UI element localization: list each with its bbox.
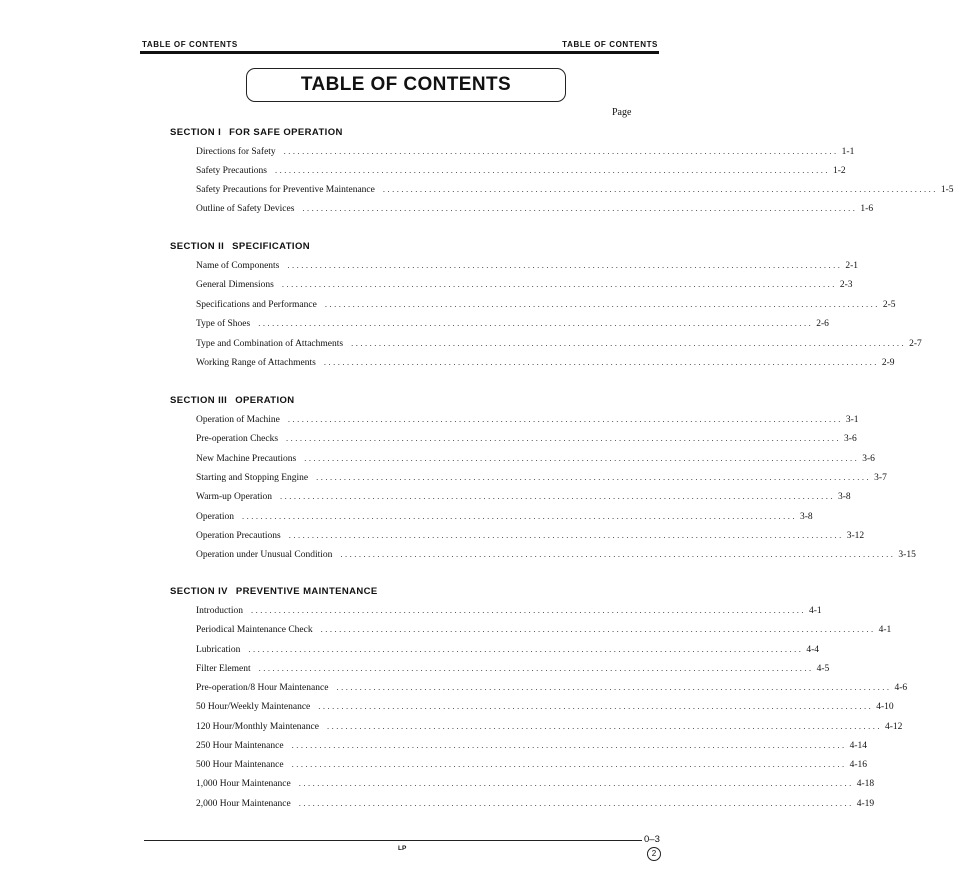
toc-entry-page: 4-4 [806,644,819,655]
toc-entry-page: 4-16 [849,760,868,770]
dot-leader: ........................................................................................................................ [304,452,860,463]
section-title: OPERATION [235,395,295,406]
toc-entry-page: 3-8 [838,492,851,503]
toc-entry-label: Lubrication [196,644,241,655]
toc-entry-label: General Dimensions [196,280,274,291]
toc-entry-label: Outline of Safety Devices [196,204,295,214]
dot-leader: ........................................................................................................................ [291,739,847,750]
section-numeral: SECTION III [170,395,228,406]
toc-entry-label: Pre-operation Checks [196,434,279,445]
dot-leader: ........................................................................................................................ [242,510,797,521]
section-heading [170,241,310,252]
toc-entry[interactable] [196,797,875,809]
dot-leader: ........................................................................................................................ [336,682,892,692]
toc-entry-page: 4-1 [878,625,892,636]
dot-leader: ........................................................................................................................ [340,549,896,560]
toc-entry[interactable] [196,203,874,214]
toc-entry-page: 4-14 [849,740,868,751]
toc-entry[interactable] [196,759,868,770]
toc-entry-label: Operation [196,511,234,522]
dot-leader: ........................................................................................................................ [286,433,842,444]
dot-leader: ........................................................................................................................ [298,778,854,789]
toc-entry-label: 250 Hour Maintenance [196,740,284,751]
toc-entry-page: 1-5 [940,185,954,195]
toc-entry-page: 3-15 [898,550,916,561]
toc-entry-label: Specifications and Performance [196,299,317,310]
revision-mark: 2 [647,847,661,861]
toc-entry-label: Type of Shoes [196,319,251,330]
toc-entry-page: 4-18 [856,779,875,790]
toc-entry[interactable] [196,662,830,674]
dot-leader: ........................................................................................................................ [250,605,806,615]
section-title: SPECIFICATION [232,241,311,252]
toc-entry-label: 500 Hour Maintenance [196,760,284,770]
toc-entry-label: Safety Precautions [196,166,267,176]
toc-entry-label: 120 Hour/Monthly Maintenance [196,721,319,732]
toc-entry-page: 3-8 [800,511,813,522]
title-box [246,68,566,102]
section-numeral: SECTION I [170,127,222,138]
toc-entry[interactable] [196,643,819,655]
section-heading [170,395,295,406]
toc-entry-page: 3-7 [874,472,887,483]
toc-entry-page: 3-1 [845,415,859,425]
dot-leader: ........................................................................................................................ [280,491,835,502]
dot-leader: ........................................................................................................................ [287,414,843,424]
toc-entry[interactable] [196,682,908,693]
toc-entry-page: 2-3 [839,280,853,291]
toc-entry-page: 1-2 [832,166,846,176]
section-numeral: SECTION II [170,241,225,252]
toc-entry-page: 2-9 [881,358,895,368]
toc-entry[interactable] [196,510,813,522]
toc-entry[interactable] [196,146,855,157]
toc-entry[interactable] [196,701,894,713]
toc-entry[interactable] [196,298,896,310]
toc-entry[interactable] [196,720,903,732]
running-header-right: TABLE OF CONTENTS [562,40,658,49]
section-numeral: SECTION IV [170,586,228,597]
toc-entry[interactable] [196,624,892,636]
toc-entry-label: Directions for Safety [196,147,276,157]
toc-entry-page: 2-7 [909,338,922,349]
toc-entry[interactable] [196,471,887,483]
dot-leader: ........................................................................................................................ [318,701,874,712]
toc-entry[interactable] [196,549,916,561]
toc-entry[interactable] [196,739,868,751]
toc-entry-label: Working Range of Attachments [196,358,316,368]
toc-entry-label: Warm-up Operation [196,492,272,503]
section-title: PREVENTIVE MAINTENANCE [235,586,378,597]
toc-entry[interactable] [196,337,922,349]
toc-entry[interactable] [196,357,895,368]
toc-entry-label: Introduction [196,606,243,616]
toc-entry-page: 3-6 [862,453,875,464]
toc-entry-label: 2,000 Hour Maintenance [196,798,291,809]
toc-entry-label: New Machine Precautions [196,453,297,464]
toc-entry-label: 1,000 Hour Maintenance [196,779,291,790]
toc-entry-page: 1-1 [841,147,855,157]
toc-entry[interactable] [196,433,857,445]
toc-entry-page: 2-5 [882,299,896,310]
toc-entry-label: Filter Element [196,663,251,674]
section-title: FOR SAFE OPERATION [229,127,343,138]
toc-entry-page: 4-12 [884,721,903,732]
toc-entry-page: 2-6 [816,319,829,330]
toc-entry-label: 50 Hour/Weekly Maintenance [196,702,311,713]
header-rule [140,51,659,54]
toc-entry-label: Operation of Machine [196,415,280,425]
dot-leader: ........................................................................................................................ [281,279,837,290]
toc-entry-page: 4-10 [876,702,894,713]
toc-entry[interactable] [196,491,851,503]
toc-entry[interactable] [196,452,875,464]
footer-rule [144,840,642,841]
toc-entry-label: Periodical Maintenance Check [196,625,313,636]
toc-entry-page: 4-19 [856,798,875,809]
toc-entry-label: Starting and Stopping Engine [196,472,309,483]
toc-entry-label: Type and Combination of Attachments [196,338,344,349]
toc-entry[interactable] [196,184,954,195]
dot-leader: ........................................................................................................................ [248,643,804,654]
dot-leader: ........................................................................................................................ [291,759,847,769]
toc-entry[interactable] [196,279,853,291]
page-title: TABLE OF CONTENTS [300,74,512,95]
toc-entry-label: Pre-operation/8 Hour Maintenance [196,683,329,693]
toc-entry[interactable] [196,605,822,616]
dot-leader: ........................................................................................................................ [258,662,814,673]
footer-code: LP [398,845,407,852]
toc-entry[interactable] [196,260,859,271]
dot-leader: ........................................................................................................................ [288,529,844,540]
toc-entry-page: 4-5 [816,663,830,674]
toc-entry-label: Operation under Unusual Condition [196,550,333,561]
toc-entry[interactable] [196,318,829,330]
toc-entry[interactable] [196,778,875,790]
footer-page-number: 0–3 [644,834,660,845]
dot-leader: ........................................................................................................................ [287,260,843,270]
running-header-left: TABLE OF CONTENTS [142,40,238,49]
toc-entry-label: Safety Precautions for Preventive Maintenance [196,185,375,195]
dot-leader: ........................................................................................................................ [298,797,854,808]
dot-leader: ........................................................................................................................ [382,184,938,194]
dot-leader: ........................................................................................................................ [323,357,879,367]
toc-entry[interactable] [196,529,865,541]
toc-entry-label: Operation Precautions [196,530,281,541]
dot-leader: ........................................................................................................................ [320,624,876,635]
dot-leader: ........................................................................................................................ [326,720,882,731]
toc-entry-page: 1-6 [860,204,874,214]
toc-entry-page: 3-12 [846,530,865,541]
dot-leader: ........................................................................................................................ [351,337,907,348]
toc-entry-page: 4-6 [894,683,908,693]
dot-leader: ........................................................................................................................ [302,203,858,213]
dot-leader: ........................................................................................................................ [274,165,830,175]
toc-entry-page: 2-1 [845,261,859,271]
toc-entry[interactable] [196,414,859,425]
toc-entry-page: 3-6 [844,434,857,445]
dot-leader: ........................................................................................................................ [283,146,839,156]
toc-entry-page: 4-1 [808,606,822,616]
section-heading [170,586,378,597]
dot-leader: ........................................................................................................................ [258,318,814,329]
toc-entry-label: Name of Components [196,261,280,271]
page-column-label: Page [612,107,632,118]
section-heading [170,127,343,138]
toc-entry[interactable] [196,165,846,176]
dot-leader: ........................................................................................................................ [324,298,880,309]
dot-leader: ........................................................................................................................ [316,471,872,482]
